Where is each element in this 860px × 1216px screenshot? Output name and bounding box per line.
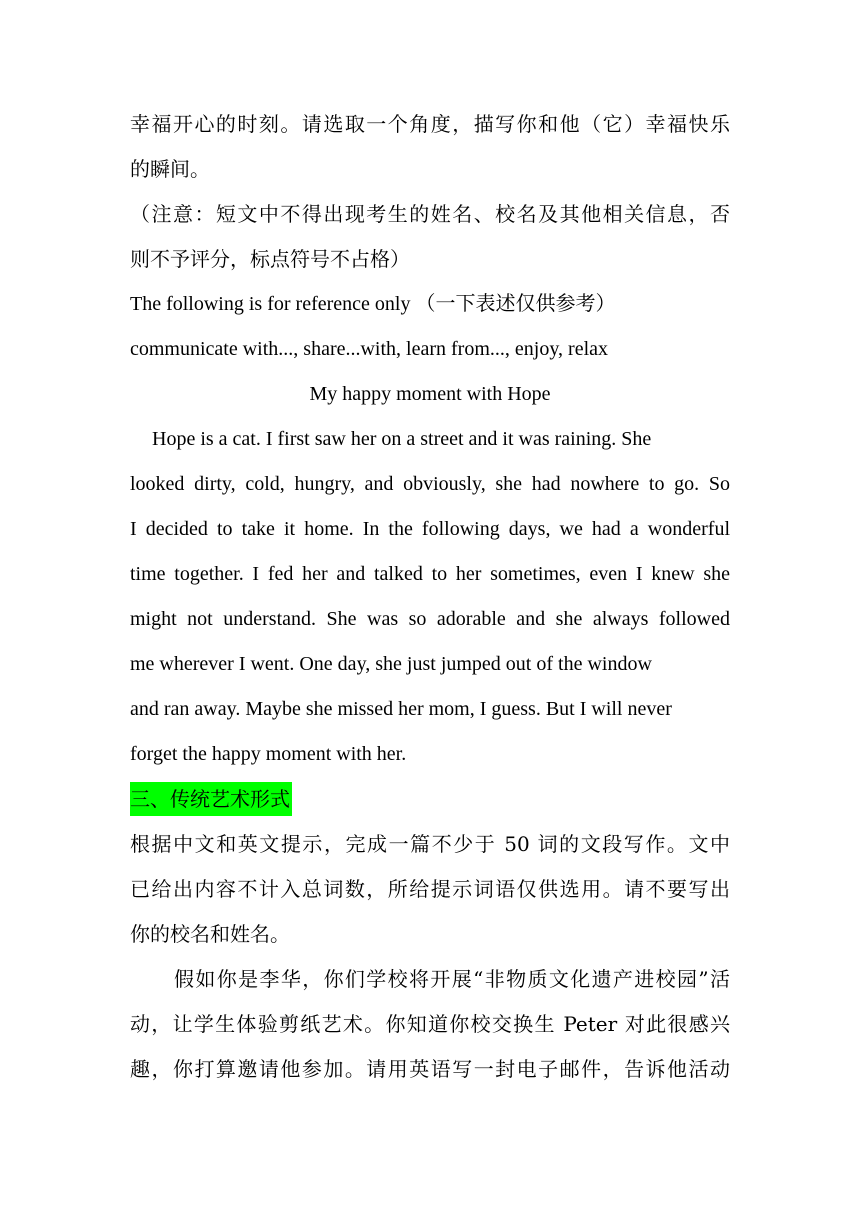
prompt-line-1: 幸福开心的时刻。请选取一个角度，描写你和他（它）幸福快乐 [130,112,730,136]
scenario-line: 趣，你打算邀请他参加。请用英语写一封电子邮件，告诉他活动 [130,1057,730,1081]
note-line-2: 则不予评分，标点符号不占格） [130,247,410,271]
document-page [130,102,730,1092]
essay-line: Hope is a cat. I first saw her on a street and it was raining. She [152,428,652,450]
essay-title: My happy moment with Hope [309,383,551,405]
reference-phrases: communicate with..., share...with, learn from..., enjoy, relax [130,338,608,360]
instruction-line: 你的校名和姓名。 [130,922,290,946]
essay-line: me wherever I went. One day, she just jumped out of the window [130,653,652,675]
essay-line: time together. I fed her and talked to her sometimes, even I knew she [130,563,730,585]
instruction-line: 根据中文和英文提示，完成一篇不少于 50 词的文段写作。文中 [130,832,730,856]
essay-line: forget the happy moment with her. [130,743,407,765]
instruction-line: 已给出内容不计入总词数，所给提示词语仅供选用。请不要写出 [130,877,730,901]
scenario-line: 动，让学生体验剪纸艺术。你知道你校交换生 Peter 对此很感兴 [130,1012,730,1036]
note-line-1: （注意：短文中不得出现考生的姓名、校名及其他相关信息，否 [130,202,730,226]
essay-line: and ran away. Maybe she missed her mom, I guess. But I will never [130,698,672,720]
prompt-line-2: 的瞬间。 [130,157,210,181]
reference-label: The following is for reference only （一下表述仅供参考） [130,293,616,315]
section-heading: 三、传统艺术形式 [130,782,292,816]
section-heading-row [130,777,730,822]
essay-line: might not understand. She was so adorable and she always followed [130,608,730,630]
essay-line: I decided to take it home. In the following days, we had a wonderful [130,518,730,540]
scenario-line: 假如你是李华，你们学校将开展“非物质文化遗产进校园”活 [174,967,730,991]
essay-line: looked dirty, cold, hungry, and obviously, she had nowhere to go. So [130,473,730,495]
